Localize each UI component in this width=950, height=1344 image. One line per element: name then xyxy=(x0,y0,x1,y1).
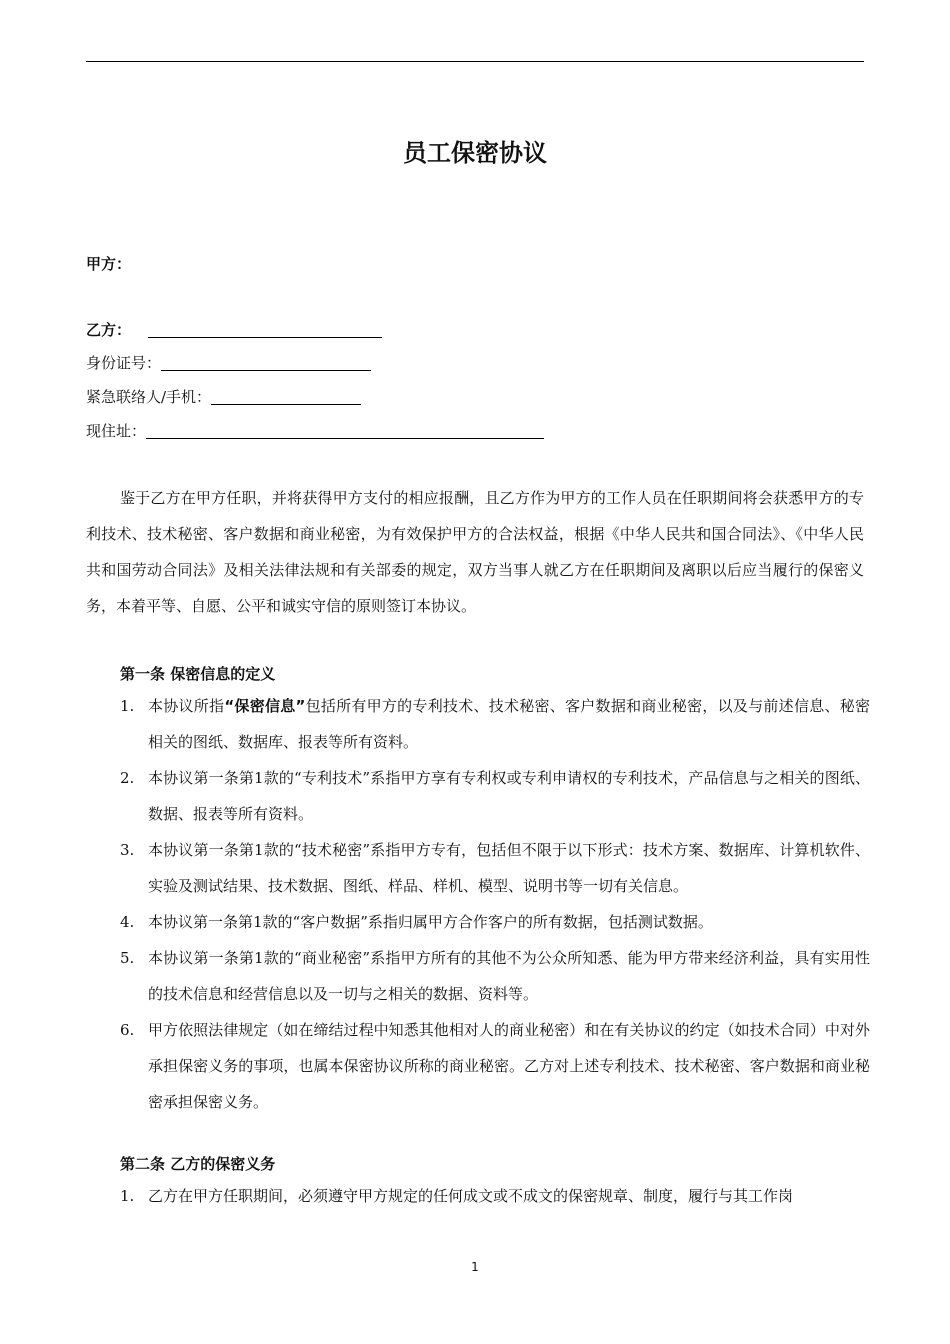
item-text: 本协议第一条第1款的“客户数据”系指归属甲方合作客户的所有数据，包括测试数据。 xyxy=(148,913,713,931)
section1-heading: 第一条 保密信息的定义 xyxy=(120,665,276,683)
item-number: 1. xyxy=(120,697,135,715)
list-item xyxy=(120,688,870,760)
emergency-contact-field xyxy=(86,387,361,407)
item-text: 甲方依照法律规定（如在缔结过程中知悉其他相对人的商业秘密）和在有关协议的约定（如技术合同）中对外承担保密义务的事项，也属本保密协议所称的商业秘密。乙方对上述专利技术、技术秘密、客户数据和商业秘密承担保密义务。 xyxy=(148,1021,870,1111)
item-number: 1. xyxy=(120,1187,135,1205)
item-text: 本协议第一条第1款的“技术秘密”系指甲方专有，包括但不限于以下形式：技术方案、数据库、计算机软件、实验及测试结果、技术数据、图纸、样品、样机、模型、说明书等一切有关信息。 xyxy=(148,841,870,895)
id-number-field xyxy=(86,353,371,373)
address-label: 现住址： xyxy=(86,422,147,440)
id-number-label: 身份证号： xyxy=(86,354,162,372)
list-item xyxy=(120,760,870,832)
address-blank xyxy=(146,422,544,439)
intro-paragraph: 鉴于乙方在甲方任职，并将获得甲方支付的相应报酬，且乙方作为甲方的工作人员在任职期间将会获悉甲方的专利技术、技术秘密、客户数据和商业秘密，为有效保护甲方的合法权益，根据《中华人民共和国合同法》、《中华人民共和国劳动合同法》及相关法律法规和有关部委的规定，双方当事人就乙方在任职期间及离职以后应当履行的保密义务，本着平等、自愿、公平和诚实守信的原则签订本协议。 xyxy=(86,489,864,615)
section2-heading: 第二条 乙方的保密义务 xyxy=(120,1155,276,1173)
item-text: 乙方在甲方任职期间，必须遵守甲方规定的任何成文或不成文的保密规章、制度，履行与其工作岗 xyxy=(148,1187,794,1205)
item-text-post: 包括所有甲方的专利技术、技术秘密、客户数据和商业秘密，以及与前述信息、秘密相关的图纸、数据库、报表等所有资料。 xyxy=(148,697,870,751)
address-field xyxy=(86,421,544,441)
header-rule xyxy=(86,61,864,62)
document-title: 员工保密协议 xyxy=(403,139,547,167)
item-number: 6. xyxy=(120,1021,135,1039)
list-item xyxy=(120,940,870,1012)
party-b-blank xyxy=(148,321,382,338)
item-text-bold: “保密信息” xyxy=(224,697,306,715)
list-item xyxy=(120,1012,870,1120)
party-a-label: 甲方： xyxy=(86,255,132,273)
emergency-contact-label: 紧急联络人/手机： xyxy=(86,388,212,406)
party-b-field xyxy=(86,320,382,340)
item-text: 本协议第一条第1款的“商业秘密”系指甲方所有的其他不为公众所知悉、能为甲方带来经济利益，具有实用性的技术信息和经营信息以及一切与之相关的数据、资料等。 xyxy=(148,949,870,1003)
item-number: 4. xyxy=(120,913,135,931)
item-number: 2. xyxy=(120,769,135,787)
section1-list xyxy=(120,688,870,1120)
emergency-contact-blank xyxy=(211,388,361,405)
item-number: 3. xyxy=(120,841,135,859)
list-item xyxy=(120,1178,870,1214)
section2-list xyxy=(120,1178,870,1214)
list-item xyxy=(120,904,870,940)
item-text: 本协议第一条第1款的“专利技术”系指甲方享有专利权或专利申请权的专利技术，产品信息与之相关的图纸、数据、报表等所有资料。 xyxy=(148,769,870,823)
item-number: 5. xyxy=(120,949,135,967)
id-number-blank xyxy=(161,354,371,371)
party-b-label: 乙方： xyxy=(86,321,132,339)
list-item xyxy=(120,832,870,904)
page-number: 1 xyxy=(471,1260,479,1274)
item-text-pre: 本协议所指 xyxy=(148,697,225,715)
